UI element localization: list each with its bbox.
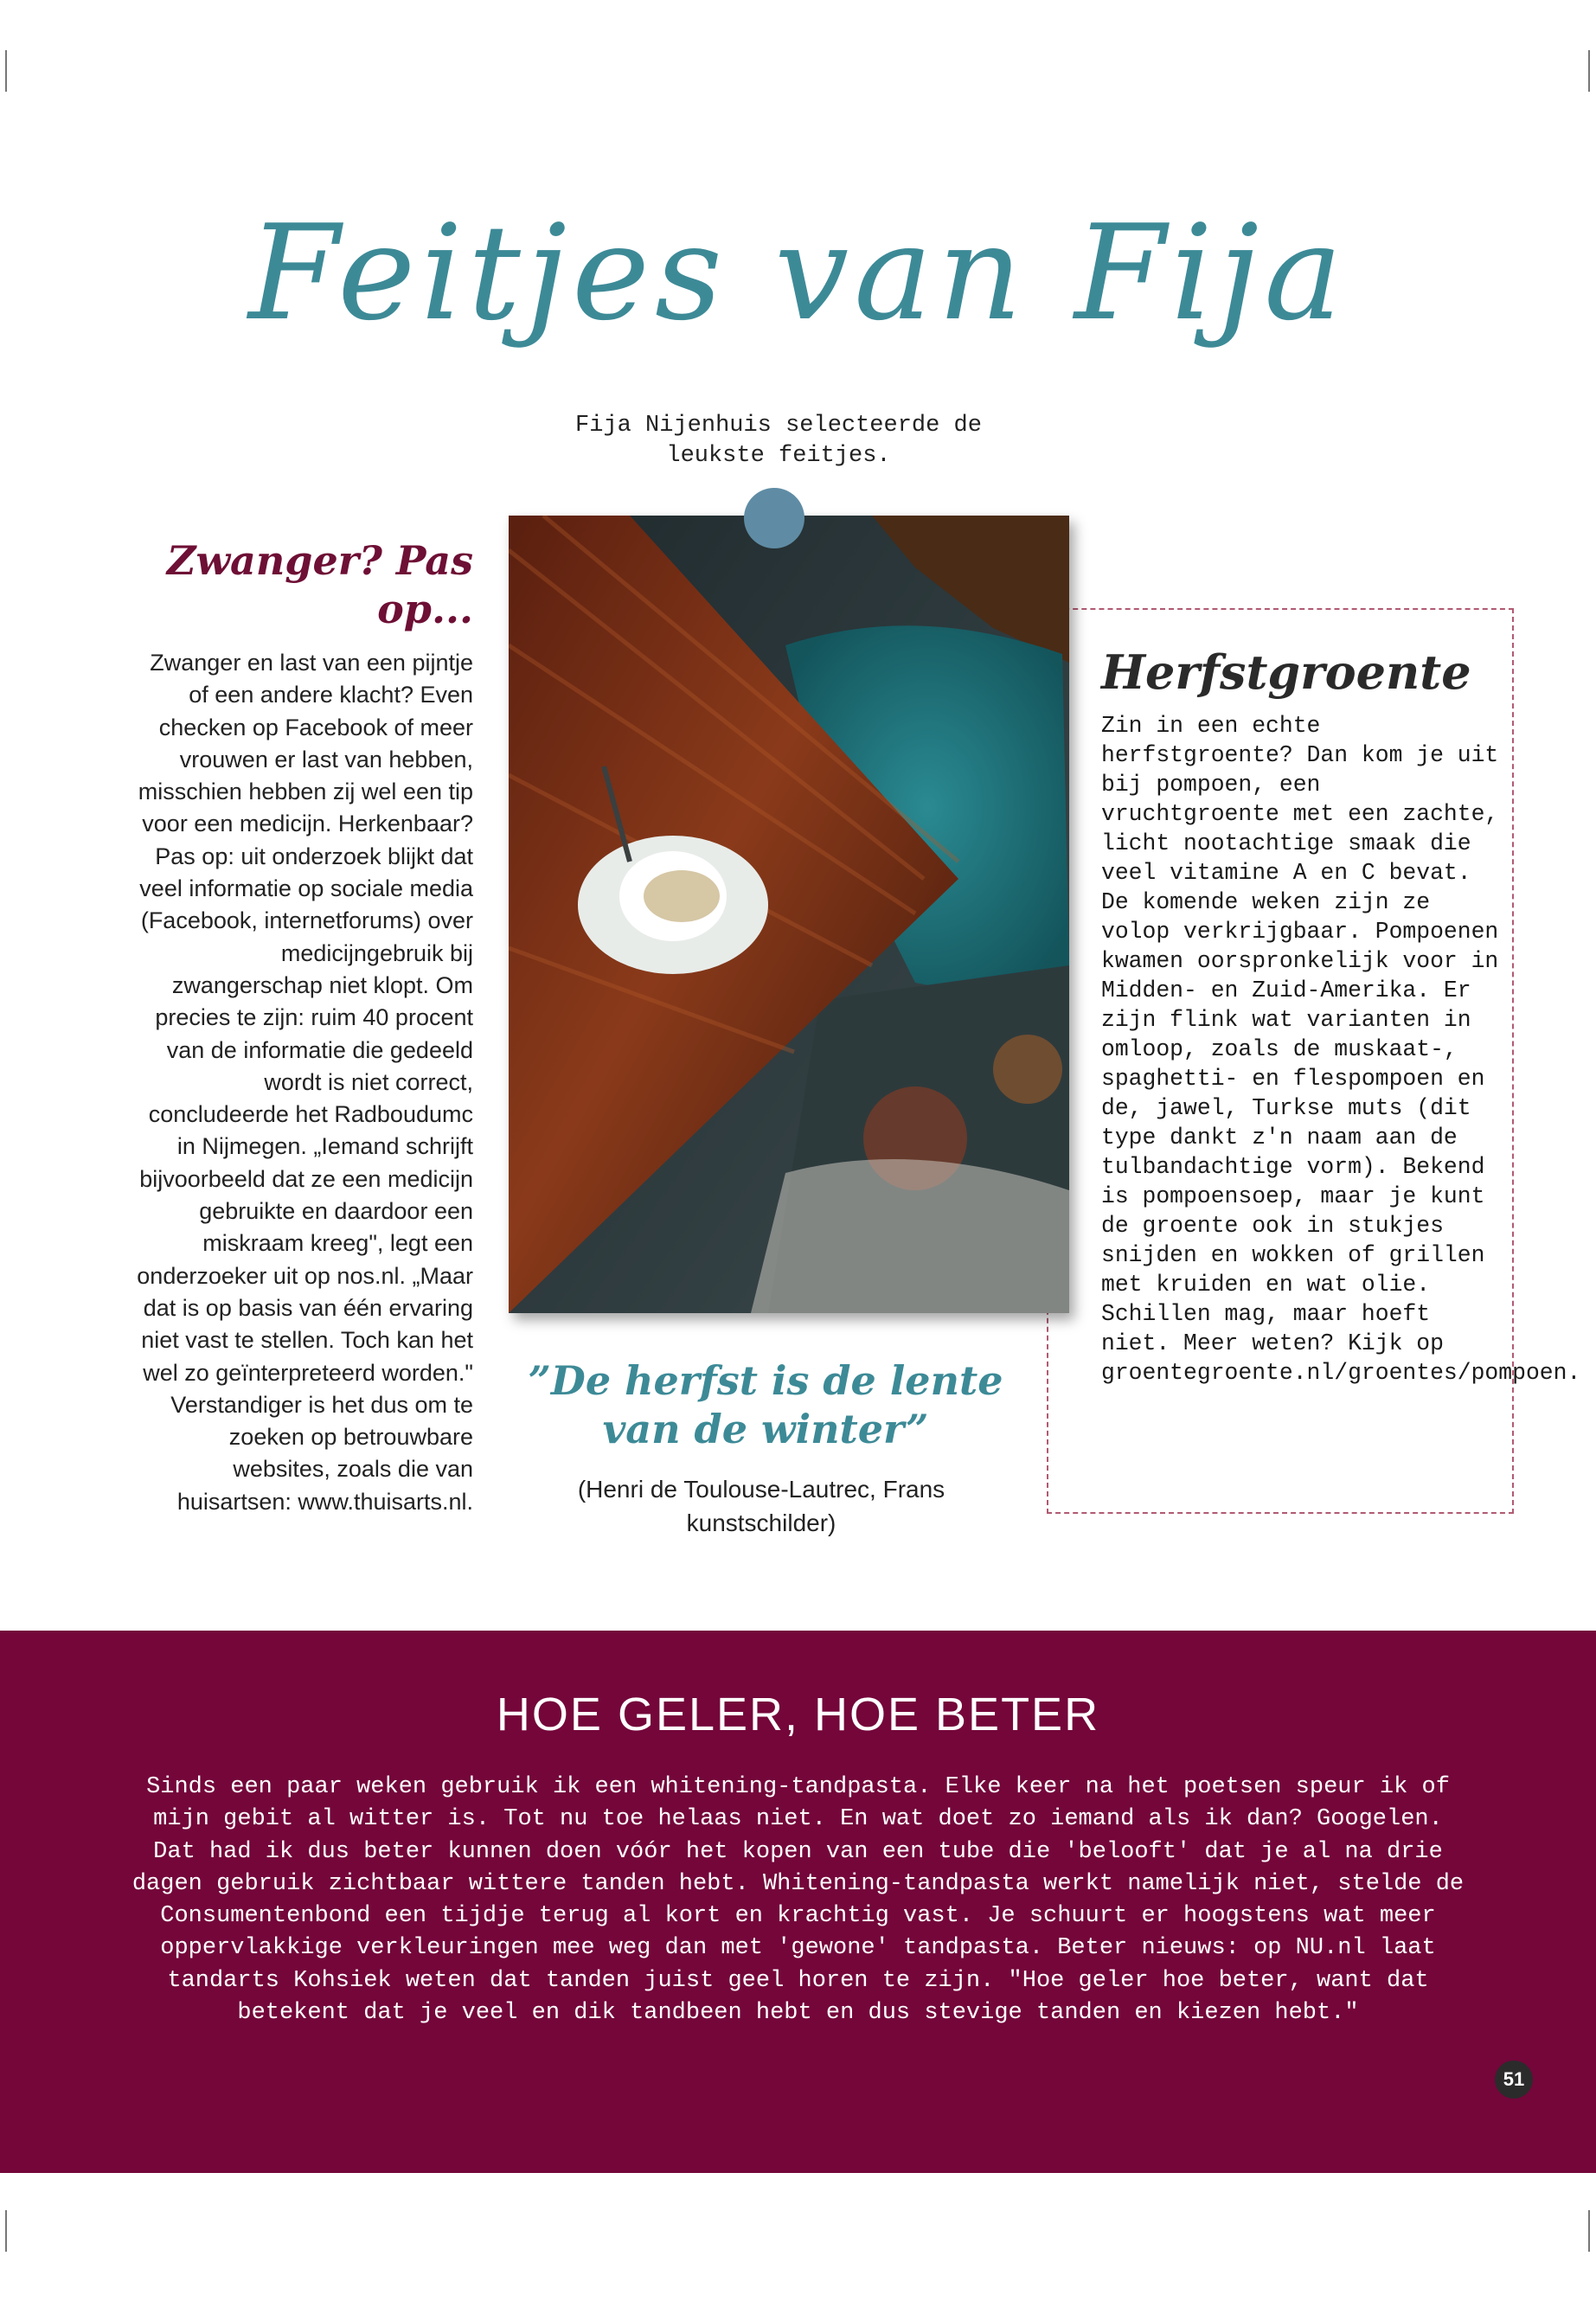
pin-dot <box>744 488 804 548</box>
page-subtitle: Fija Nijenhuis selecteerde de leukste feitjes. <box>575 413 982 469</box>
article-heading-herfstgroente: Herfstgroente <box>1101 644 1471 700</box>
quote-attribution: (Henri de Toulouse-Lautrec, Frans kunstschilder) <box>577 1476 945 1536</box>
article-heading-pregnancy: Zwanger? Pas op... <box>166 537 473 632</box>
banner-body: Sinds een paar weken gebruik ik een whitening-tandpasta. Elke keer na het poetsen speur ik of mijn gebit al witter is. Tot nu toe helaas niet. En wat doet zo iemand als ik dan? Googelen. Dat had ik dus beter kunnen doen vóór het kopen van een tube die 'belooft' dat je al na drie dagen gebruik zichtbaar wittere tanden hebt. Whitening-tandpasta werkt namelijk niet, stelde de Consumentenbond een tijdje terug al kort en krachtig vast. Je schuurt er hoogstens wat meer oppervlakkige verkleuringen mee weg dan met 'gewone' tandpasta. Beter nieuws: op NU.nl laat tandarts Kohsiek weten dat tanden juist geel horen te zijn. "Hoe geler hoe beter, want dat betekent dat je veel en dik tandbeen hebt en dus stevige tanden en kiezen hebt." <box>131 1774 1465 2027</box>
crop-mark <box>5 50 7 92</box>
page-title: Feitjes van Fija <box>248 196 1348 349</box>
banner-heading: HOE GELER, HOE BETER <box>496 1689 1100 1740</box>
crop-mark <box>5 2210 7 2252</box>
crop-mark <box>1588 2210 1590 2252</box>
article-body-herfstgroente: Zin in een echte herfstgroente? Dan kom je uit bij pompoen, een vruchtgroente met een zachte, licht nootachtige smaak die veel vitamine A en C bevat. De komende weken zijn ze volop verkrijgbaar. Pompoenen kwamen oorspronkelijk voor in Midden- en Zuid-Amerika. Er zijn flink wat varianten in omloop, zoals de muskaat-, spaghetti- en flespompoen en de, jawel, Turkse muts (dit type dankt z'n naam aan de tulbandachtige vorm). Bekend is pompoensoep, maar je kunt de groente ook in stukjes snijden en wokken of grillen met kruiden en wat olie. Schillen mag, maar hoeft niet. Meer weten? Kijk op groentegroente.nl/groentes/pompoen. <box>1101 713 1581 1386</box>
coffee-table-photo <box>509 516 1069 1313</box>
article-body-pregnancy: Zwanger en last van een pijntje of een andere klacht? Even checken op Facebook of meer vrouwen er last van hebben, misschien hebben zij wel een tip voor een medicijn. Herkenbaar? Pas op: uit onderzoek blijkt dat veel informatie op sociale media (Facebook, internetforums) over medicijngebruik bij zwangerschap niet klopt. Om precies te zijn: ruim 40 procent van de informatie die gedeeld wordt is niet correct, concludeerde het Radboudumc in Nijmegen. „Iemand schrijft bijvoorbeeld dat ze een medicijn gebruikte en daardoor een miskraam kreeg", legt een onderzoeker uit op nos.nl. „Maar dat is op basis van één ervaring niet vast te stellen. Toch kan het wel zo geïnterpreteerd worden." Verstandiger is het dus om te zoeken op betrouwbare websites, zoals die van huisartsen: www.thuisarts.nl. <box>137 650 473 1515</box>
crop-mark <box>1588 50 1590 92</box>
page-number-badge: 51 <box>1495 2061 1533 2099</box>
pull-quote: ”De herfst is de lente van de winter” <box>528 1357 1003 1452</box>
